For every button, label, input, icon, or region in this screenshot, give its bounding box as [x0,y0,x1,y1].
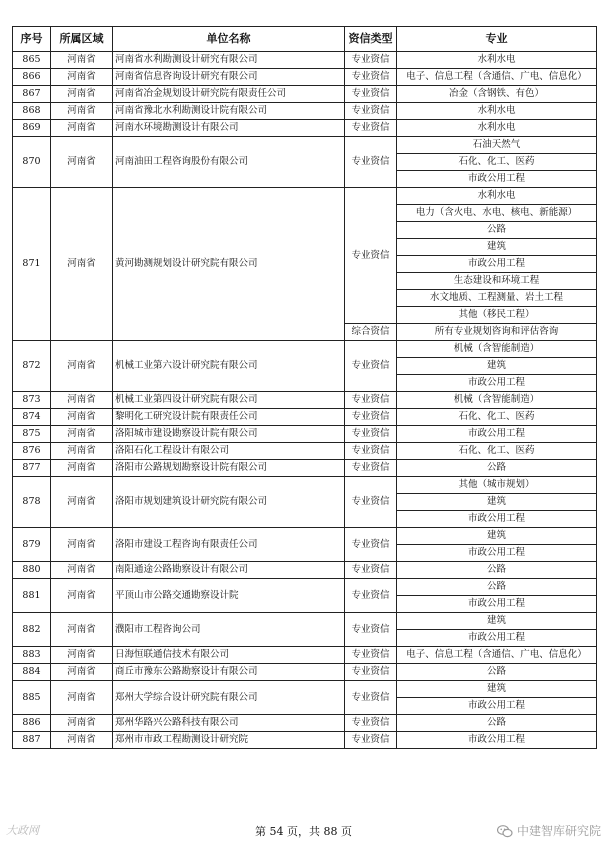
serial-number-cell: 874 [13,409,51,426]
qualification-table-container [12,26,596,749]
table-row [13,426,597,443]
watermark-right [497,822,601,840]
watermark-right-text: 中建智库研究院 [516,824,601,838]
table-row [13,562,597,579]
specialty-cell: 市政公用工程 [397,426,597,443]
specialty-cell: 机械（含智能制造） [397,392,597,409]
credit-type-cell: 专业资信 [345,579,397,613]
header-specialty: 专业 [397,27,597,52]
region-cell: 河南省 [51,562,113,579]
region-cell: 河南省 [51,528,113,562]
serial-number-cell: 880 [13,562,51,579]
specialty-cell: 市政公用工程 [397,171,597,188]
specialty-cell: 所有专业规划咨询和评估咨询 [397,324,597,341]
company-name-cell: 黄河勘测规划设计研究院有限公司 [113,188,345,341]
table-row [13,460,597,477]
region-cell: 河南省 [51,69,113,86]
company-name-cell: 郑州市市政工程勘测设计研究院 [113,732,345,749]
serial-number-cell: 870 [13,137,51,188]
specialty-cell: 冶金（含钢铁、有色） [397,86,597,103]
region-cell: 河南省 [51,732,113,749]
serial-number-cell: 882 [13,613,51,647]
specialty-cell: 石化、化工、医药 [397,409,597,426]
table-row [13,664,597,681]
specialty-cell: 市政公用工程 [397,375,597,392]
table-row [13,681,597,698]
credit-type-cell: 专业资信 [345,715,397,732]
specialty-cell: 市政公用工程 [397,256,597,273]
company-name-cell: 洛阳城市建设勘察设计院有限公司 [113,426,345,443]
region-cell: 河南省 [51,460,113,477]
specialty-cell: 公路 [397,579,597,596]
serial-number-cell: 883 [13,647,51,664]
table-row [13,477,597,494]
company-name-cell: 河南省冶金规划设计研究院有限责任公司 [113,86,345,103]
specialty-cell: 公路 [397,460,597,477]
credit-type-cell: 专业资信 [345,664,397,681]
company-name-cell: 河南水环境勘测设计有限公司 [113,120,345,137]
credit-type-cell: 专业资信 [345,647,397,664]
serial-number-cell: 879 [13,528,51,562]
company-name-cell: 河南省信息咨询设计研究有限公司 [113,69,345,86]
credit-type-cell: 专业资信 [345,137,397,188]
serial-number-cell: 875 [13,426,51,443]
company-name-cell: 日海恒联通信技术有限公司 [113,647,345,664]
table-row [13,732,597,749]
specialty-cell: 水利水电 [397,120,597,137]
region-cell: 河南省 [51,715,113,732]
serial-number-cell: 877 [13,460,51,477]
table-body [13,52,597,749]
region-cell: 河南省 [51,341,113,392]
specialty-cell: 建筑 [397,681,597,698]
specialty-cell: 建筑 [397,528,597,545]
serial-number-cell: 881 [13,579,51,613]
specialty-cell: 市政公用工程 [397,630,597,647]
region-cell: 河南省 [51,681,113,715]
region-cell: 河南省 [51,579,113,613]
credit-type-cell: 专业资信 [345,409,397,426]
header-credit-type: 资信类型 [345,27,397,52]
region-cell: 河南省 [51,443,113,460]
credit-type-cell: 综合资信 [345,324,397,341]
table-row [13,103,597,120]
specialty-cell: 其他（移民工程） [397,307,597,324]
serial-number-cell: 869 [13,120,51,137]
region-cell: 河南省 [51,188,113,341]
specialty-cell: 石化、化工、医药 [397,154,597,171]
specialty-cell: 建筑 [397,494,597,511]
serial-number-cell: 884 [13,664,51,681]
specialty-cell: 石化、化工、医药 [397,443,597,460]
table-row [13,341,597,358]
credit-type-cell: 专业资信 [345,562,397,579]
specialty-cell: 其他（城市规划） [397,477,597,494]
serial-number-cell: 872 [13,341,51,392]
specialty-cell: 建筑 [397,358,597,375]
table-row [13,443,597,460]
company-name-cell: 洛阳市建设工程咨询有限责任公司 [113,528,345,562]
table-row [13,528,597,545]
header-serial: 序号 [13,27,51,52]
credit-type-cell: 专业资信 [345,188,397,324]
table-row [13,188,597,205]
region-cell: 河南省 [51,103,113,120]
table-row [13,69,597,86]
serial-number-cell: 878 [13,477,51,528]
specialty-cell: 公路 [397,562,597,579]
specialty-cell: 石油天然气 [397,137,597,154]
credit-type-cell: 专业资信 [345,392,397,409]
table-header-row [13,27,597,52]
wechat-icon [497,825,513,838]
specialty-cell: 市政公用工程 [397,732,597,749]
company-name-cell: 河南油田工程咨询股份有限公司 [113,137,345,188]
serial-number-cell: 868 [13,103,51,120]
specialty-cell: 电力（含火电、水电、核电、新能源） [397,205,597,222]
credit-type-cell: 专业资信 [345,528,397,562]
company-name-cell: 洛阳市公路规划勘察设计院有限公司 [113,460,345,477]
credit-type-cell: 专业资信 [345,681,397,715]
header-region: 所属区域 [51,27,113,52]
table-row [13,613,597,630]
table-row [13,137,597,154]
table-row [13,392,597,409]
company-name-cell: 商丘市豫东公路勘察设计有限公司 [113,664,345,681]
company-name-cell: 河南省水利勘测设计研究有限公司 [113,52,345,69]
credit-type-cell: 专业资信 [345,426,397,443]
specialty-cell: 公路 [397,715,597,732]
qualification-table [12,26,597,749]
header-company-name: 单位名称 [113,27,345,52]
credit-type-cell: 专业资信 [345,613,397,647]
credit-type-cell: 专业资信 [345,732,397,749]
company-name-cell: 濮阳市工程咨询公司 [113,613,345,647]
region-cell: 河南省 [51,52,113,69]
region-cell: 河南省 [51,86,113,103]
serial-number-cell: 885 [13,681,51,715]
company-name-cell: 郑州大学综合设计研究院有限公司 [113,681,345,715]
serial-number-cell: 865 [13,52,51,69]
credit-type-cell: 专业资信 [345,443,397,460]
watermark-left: 大政网 [6,824,39,837]
table-row [13,52,597,69]
page-number: 第 54 页，共 88 页 [255,825,352,838]
table-row [13,86,597,103]
specialty-cell: 建筑 [397,239,597,256]
credit-type-cell: 专业资信 [345,460,397,477]
specialty-cell: 市政公用工程 [397,545,597,562]
region-cell: 河南省 [51,426,113,443]
serial-number-cell: 871 [13,188,51,341]
region-cell: 河南省 [51,647,113,664]
company-name-cell: 黎明化工研究设计院有限责任公司 [113,409,345,426]
company-name-cell: 南阳通途公路勘察设计有限公司 [113,562,345,579]
specialty-cell: 市政公用工程 [397,698,597,715]
specialty-cell: 水文地质、工程测量、岩土工程 [397,290,597,307]
table-row [13,579,597,596]
region-cell: 河南省 [51,409,113,426]
company-name-cell: 机械工业第四设计研究院有限公司 [113,392,345,409]
credit-type-cell: 专业资信 [345,120,397,137]
serial-number-cell: 867 [13,86,51,103]
region-cell: 河南省 [51,613,113,647]
table-row [13,409,597,426]
serial-number-cell: 866 [13,69,51,86]
specialty-cell: 市政公用工程 [397,596,597,613]
company-name-cell: 洛阳石化工程设计有限公司 [113,443,345,460]
company-name-cell: 洛阳市规划建筑设计研究院有限公司 [113,477,345,528]
company-name-cell: 郑州华路兴公路科技有限公司 [113,715,345,732]
region-cell: 河南省 [51,664,113,681]
specialty-cell: 市政公用工程 [397,511,597,528]
region-cell: 河南省 [51,120,113,137]
serial-number-cell: 887 [13,732,51,749]
specialty-cell: 机械（含智能制造） [397,341,597,358]
region-cell: 河南省 [51,392,113,409]
specialty-cell: 电子、信息工程（含通信、广电、信息化） [397,69,597,86]
company-name-cell: 河南省豫北水利勘测设计院有限公司 [113,103,345,120]
specialty-cell: 电子、信息工程（含通信、广电、信息化） [397,647,597,664]
table-row [13,120,597,137]
specialty-cell: 公路 [397,664,597,681]
company-name-cell: 机械工业第六设计研究院有限公司 [113,341,345,392]
company-name-cell: 平顶山市公路交通勘察设计院 [113,579,345,613]
credit-type-cell: 专业资信 [345,477,397,528]
specialty-cell: 水利水电 [397,188,597,205]
specialty-cell: 水利水电 [397,103,597,120]
specialty-cell: 建筑 [397,613,597,630]
serial-number-cell: 873 [13,392,51,409]
region-cell: 河南省 [51,137,113,188]
credit-type-cell: 专业资信 [345,103,397,120]
specialty-cell: 公路 [397,222,597,239]
region-cell: 河南省 [51,477,113,528]
credit-type-cell: 专业资信 [345,341,397,392]
specialty-cell: 水利水电 [397,52,597,69]
serial-number-cell: 886 [13,715,51,732]
credit-type-cell: 专业资信 [345,52,397,69]
table-row [13,647,597,664]
credit-type-cell: 专业资信 [345,86,397,103]
credit-type-cell: 专业资信 [345,69,397,86]
table-row [13,715,597,732]
page-footer [0,822,607,844]
specialty-cell: 生态建设和环境工程 [397,273,597,290]
serial-number-cell: 876 [13,443,51,460]
